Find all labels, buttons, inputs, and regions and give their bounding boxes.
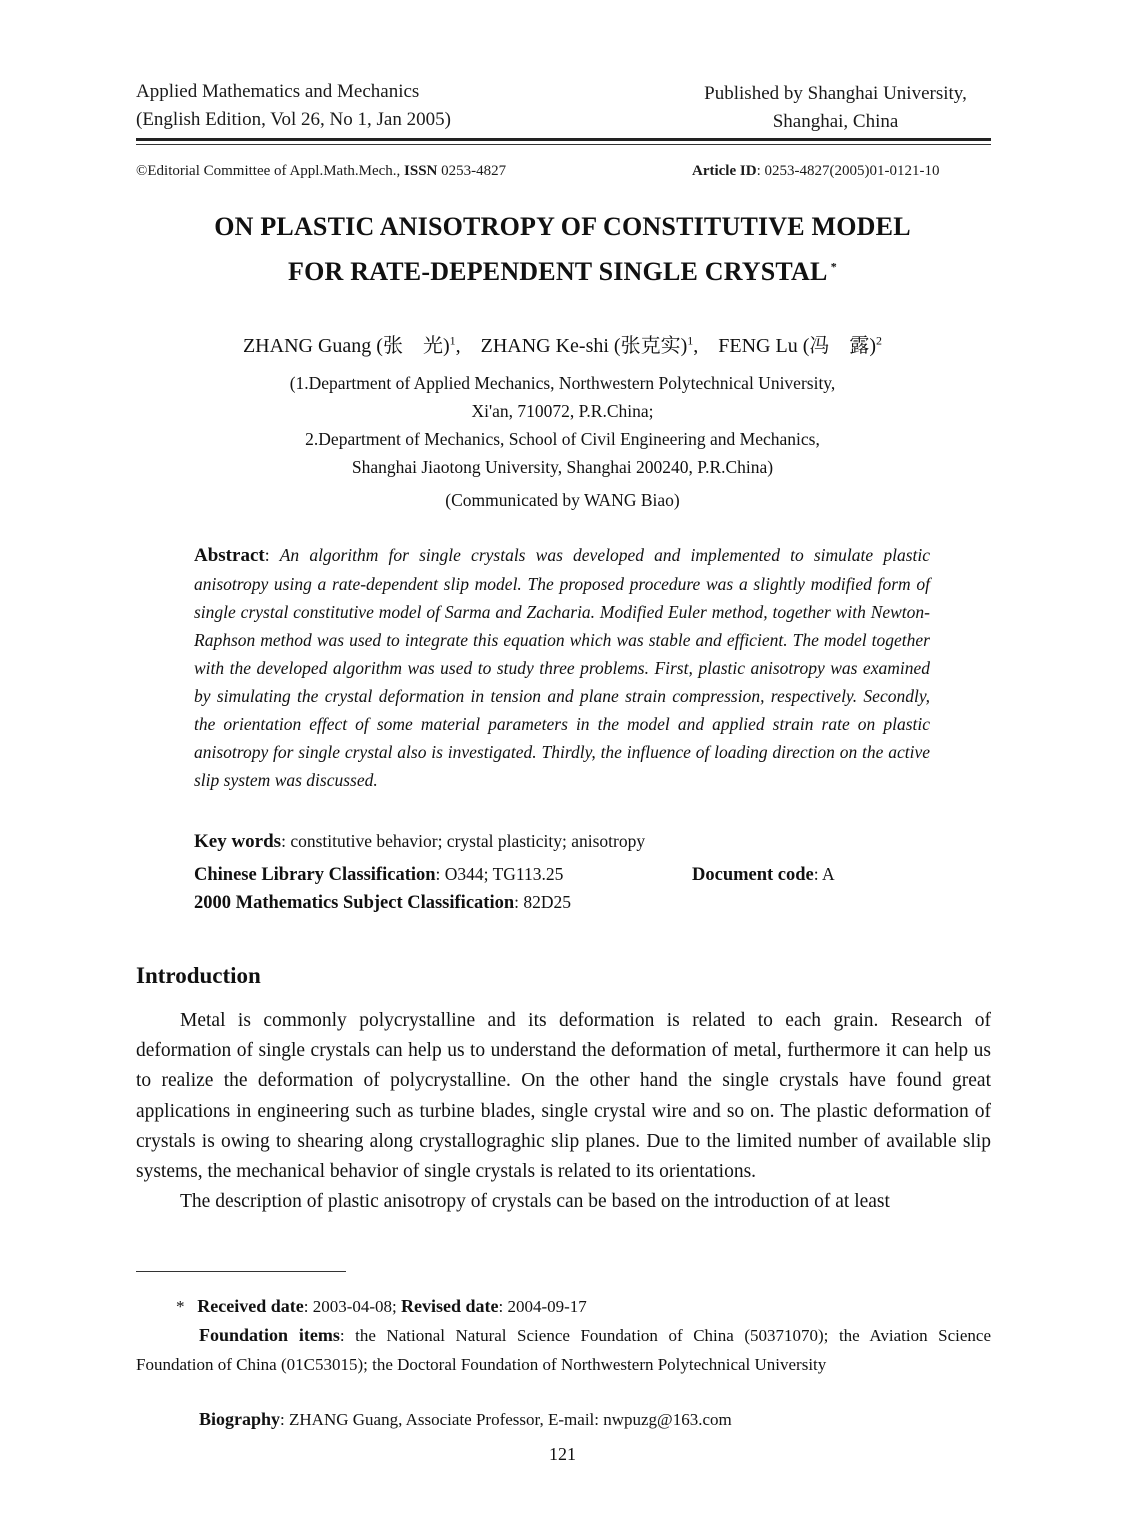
document-code bbox=[692, 864, 835, 886]
copyright-line bbox=[136, 163, 506, 180]
header-rule-thin bbox=[136, 144, 991, 145]
affiliations bbox=[0, 369, 1125, 481]
affiliation-line-1: (1.Department of Applied Mechanics, Northwestern Polytechnical University, bbox=[289, 373, 836, 393]
received-label: Received date bbox=[197, 1296, 304, 1316]
publisher bbox=[680, 80, 991, 136]
keywords-label: Key words bbox=[194, 831, 282, 852]
journal-name bbox=[136, 78, 451, 134]
clc-value: : O344; TG113.25 bbox=[435, 864, 564, 884]
publisher-line-1: Published by Shanghai University, bbox=[704, 83, 967, 104]
copyright-text: ©Editorial Committee of Appl.Math.Mech., bbox=[136, 163, 405, 179]
author-2-affil: 1 bbox=[687, 333, 694, 348]
article-id bbox=[692, 163, 939, 180]
publisher-line-2: Shanghai, China bbox=[772, 111, 899, 132]
author-3-affil: 2 bbox=[876, 333, 883, 348]
paper-title-line-2 bbox=[0, 257, 1125, 287]
foundation-value: : the National Natural Science Foundation of China (50371070); the Aviation Science Foundation of China (01C53015); the Doctoral Foundation of Northwestern Polytechnical University bbox=[136, 1326, 991, 1374]
doc-code-value: : A bbox=[813, 864, 835, 884]
issn-label: ISSN bbox=[404, 163, 438, 179]
paper-title-line-1: ON PLASTIC ANISOTROPY OF CONSTITUTIVE MODEL bbox=[214, 212, 911, 241]
received-value: : 2003-04-08; bbox=[303, 1297, 401, 1316]
abstract: Abstract: An algorithm for single crystals was developed and implemented to simulate plastic anisotropy using a rate-dependent slip model. The proposed procedure was a slightly modified form of single crystal constitutive model of Sarma and Zacharia. Modified Euler method, together with Newton-Raphson method was used to integrate this equation which was stable and efficient. The model together with the developed algorithm was used to study three problems. First, plastic anisotropy was examined by simulating the crystal deformation in tension and plane strain compression, respectively. Secondly, the orientation effect of some material parameters in the model and applied strain rate on plastic anisotropy for single crystal also is investigated. Thirdly, the influence of loading direction on the active slip system was discussed. bbox=[194, 545, 930, 790]
revised-label: Revised date bbox=[401, 1296, 499, 1316]
foundation-label: Foundation items bbox=[199, 1325, 340, 1345]
clc-classification bbox=[194, 864, 563, 886]
keywords-value: : constitutive behavior; crystal plasticity; anisotropy bbox=[281, 831, 646, 851]
intro-paragraph-1: Metal is commonly polycrystalline and its deformation is related to each grain. Research of deformation of single crystals can help us to understand the deformation of metal, furthermore it can help us to realize the deformation of polycrystalline. On the other hand the single crystals have found great applications in engineering such as turbine blades, single crystal wire and so on. The plastic deformation of crystals is owing to shearing along crystallograghic slip planes. Due to the limited number of available slip systems, the mechanical behavior of single crystals is related to its orientations. bbox=[136, 1010, 991, 1183]
introduction-body bbox=[136, 1006, 991, 1217]
affiliation-line-2: Xi'an, 710072, P.R.China; bbox=[471, 401, 654, 421]
journal-line-2: (English Edition, Vol 26, No 1, Jan 2005) bbox=[136, 109, 451, 130]
footnote-rule bbox=[136, 1271, 346, 1272]
intro-paragraph-2: The description of plastic anisotropy of crystals can be based on the introduction of at least bbox=[180, 1191, 890, 1213]
doc-code-label: Document code bbox=[692, 865, 814, 885]
msc-classification bbox=[194, 892, 571, 914]
footnote-biography bbox=[199, 1405, 732, 1435]
page-number: 121 bbox=[549, 1444, 576, 1464]
journal-line-1: Applied Mathematics and Mechanics bbox=[136, 81, 420, 102]
title-footnote-mark: * bbox=[827, 259, 837, 274]
article-id-label: Article ID bbox=[692, 163, 757, 179]
footnote-star: * bbox=[176, 1297, 185, 1316]
issn-value: 0253-4827 bbox=[437, 163, 507, 179]
msc-label: 2000 Mathematics Subject Classification bbox=[194, 893, 515, 913]
abstract-label: Abstract bbox=[194, 545, 265, 566]
affiliation-line-3: 2.Department of Mechanics, School of Civil Engineering and Mechanics, bbox=[305, 429, 820, 449]
msc-value: : 82D25 bbox=[514, 892, 571, 912]
author-list: ZHANG Guang (张 光)$^1$, ZHANG Ke-shi (张克实)$^1$, FENG Lu (冯 露)$^2$ bbox=[242, 333, 883, 357]
keywords bbox=[194, 831, 645, 853]
footnote-dates bbox=[176, 1292, 587, 1322]
abstract-text: An algorithm for single crystals was developed and implemented to simulate plastic anisotropy using a rate-dependent slip model. The proposed procedure was a slightly modified form of single crystal constitutive model of Sarma and Zacharia. Modified Euler method, together with Newton-Raphson method was used to integrate this equation which was stable and efficient. The model together with the developed algorithm was used to study three problems. First, plastic anisotropy was examined by simulating the crystal deformation in tension and plane strain compression, respectively. Secondly, the orientation effect of some material parameters in the model and applied strain rate on plastic anisotropy for single crystal also is investigated. Thirdly, the influence of loading direction on the active slip system was discussed. bbox=[194, 545, 930, 790]
header-rule-thick bbox=[136, 138, 991, 141]
article-id-value: : 0253-4827(2005)01-0121-10 bbox=[756, 163, 940, 179]
affiliation-line-4: Shanghai Jiaotong University, Shanghai 200240, P.R.China) bbox=[351, 457, 774, 477]
biography-value: : ZHANG Guang, Associate Professor, E-mail: nwpuzg@163.com bbox=[280, 1410, 732, 1429]
section-heading-introduction: Introduction bbox=[136, 963, 261, 988]
biography-label: Biography bbox=[199, 1409, 281, 1429]
communicated-by: (Communicated by WANG Biao) bbox=[445, 490, 680, 510]
revised-value: : 2004-09-17 bbox=[498, 1297, 587, 1316]
author-1-affil: 1 bbox=[449, 333, 456, 348]
footnote-foundation bbox=[136, 1321, 991, 1379]
clc-label: Chinese Library Classification bbox=[194, 865, 436, 885]
author-1: ZHANG Guang (张 光) bbox=[242, 335, 450, 357]
paper-title-text-2: FOR RATE-DEPENDENT SINGLE CRYSTAL bbox=[288, 257, 828, 286]
author-2: ZHANG Ke-shi (张克实) bbox=[480, 335, 688, 357]
author-3: FENG Lu (冯 露) bbox=[718, 335, 877, 357]
